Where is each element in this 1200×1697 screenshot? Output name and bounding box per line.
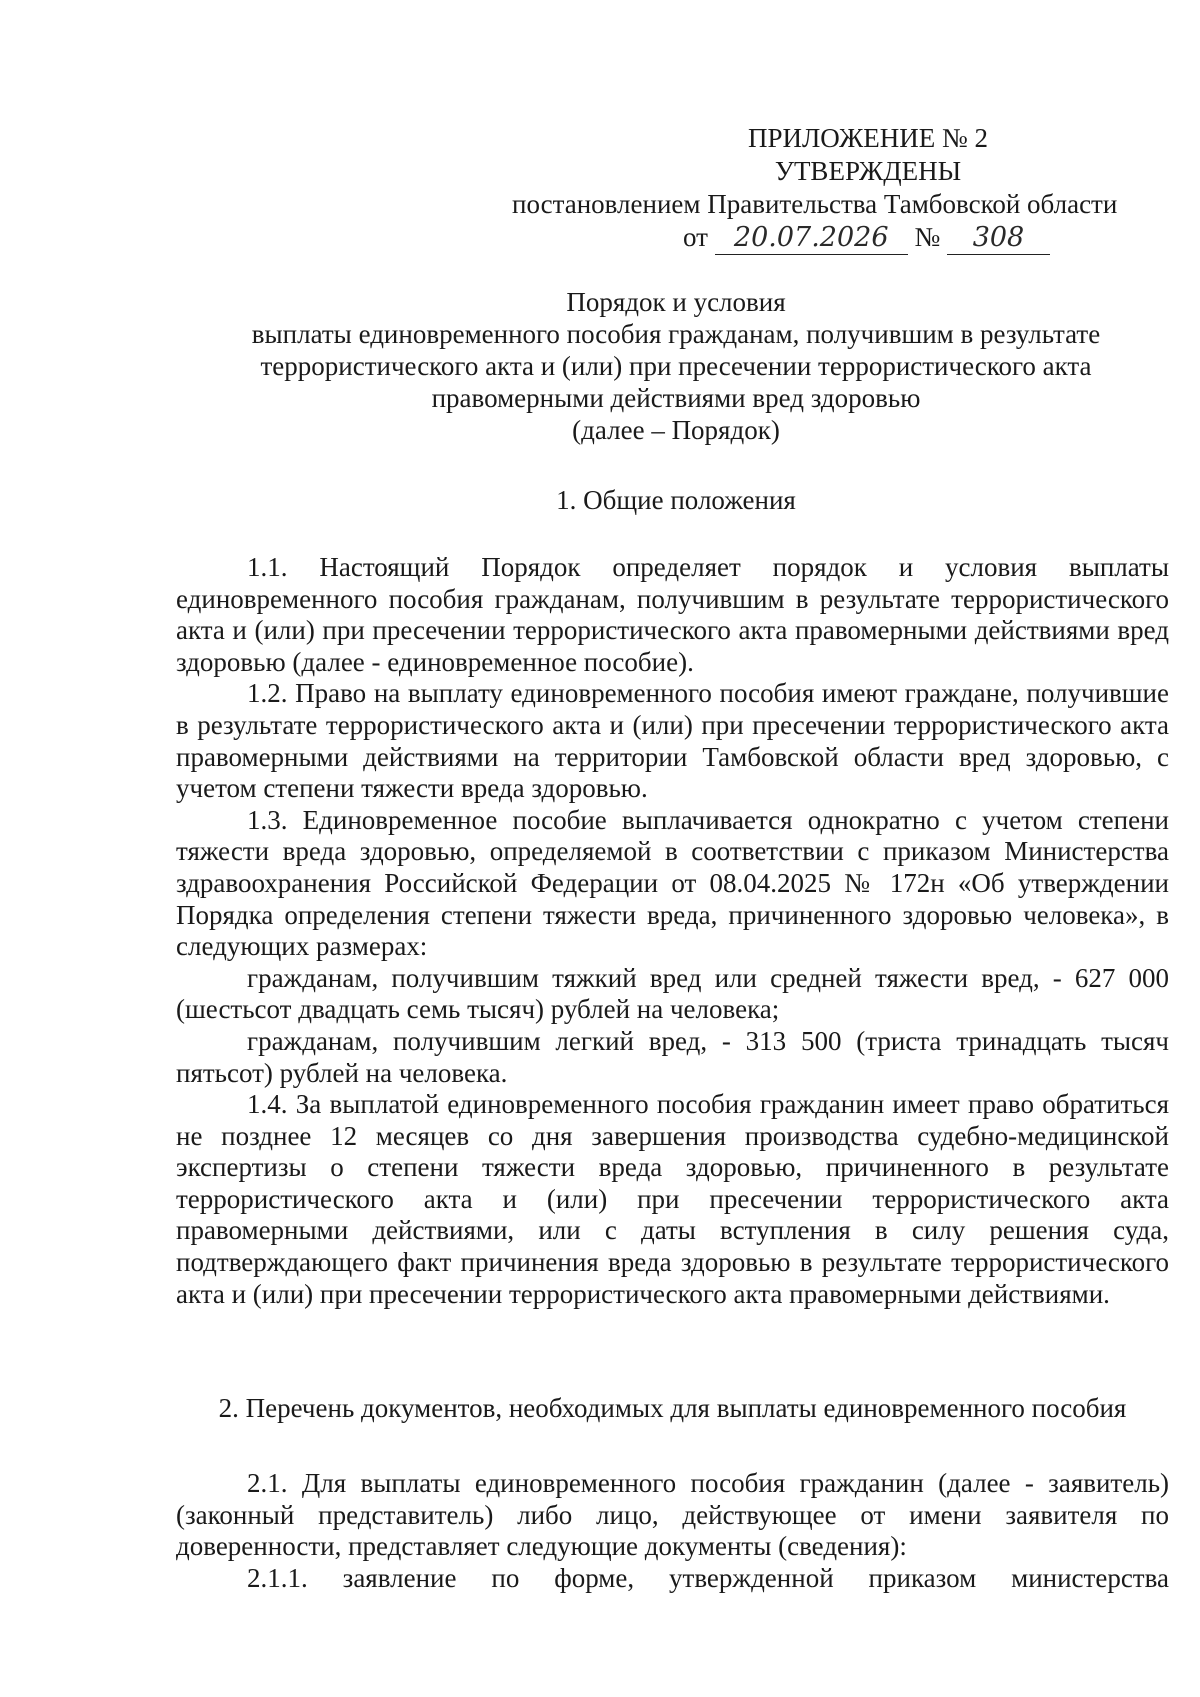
resolution-text: постановлением Правительства Тамбовской области [512, 189, 1118, 219]
approval-block [470, 122, 1170, 255]
title-line: правомерными действиями вред здоровью [431, 383, 921, 413]
section-2-body [176, 1468, 1169, 1594]
title-line: выплаты единовременного пособия гражданам, получившим в результате [251, 319, 1101, 349]
resolution-date-number [683, 221, 1170, 255]
paragraph-2-1: 2.1. Для выплаты единовременного пособия гражданин (далее - заявитель) (законный представитель) либо лицо, действующее от имени заявителя по доверенности, представляет следующие документы (сведения): [176, 1468, 1169, 1562]
section-1-heading: 1. Общие положения [556, 485, 796, 515]
section-2-heading: 2. Перечень документов, необходимых для выплаты единовременного пособия [218, 1393, 1127, 1423]
paragraph-1-2: 1.2. Право на выплату единовременного пособия имеют граждане, получившие в результате террористического акта и (или) при пресечении террористического акта правомерными действиями на территории Тамбовской области вред здоровью, с учетом степени тяжести вреда здоровью. [176, 678, 1169, 804]
paragraph-1-3-b: гражданам, получившим легкий вред, - 313 500 (триста тринадцать тысяч пятьсот) рублей на человека. [176, 1025, 1169, 1088]
paragraph-1-3: 1.3. Единовременное пособие выплачивается однократно с учетом степени тяжести вреда здоровью, определяемой в соответствии с приказом Министерства здравоохранения Российской Федерации от 08.04.2025 № 172н «Об утверждении Порядка определения степени тяжести вреда, причиненного здоровью человека», в следующих размерах: [176, 804, 1169, 962]
section-1-body [176, 552, 1169, 1310]
title-line: Порядок и условия [566, 287, 786, 317]
paragraph-1-1: 1.1. Настоящий Порядок определяет порядок и условия выплаты единовременного пособия гражданам, получившим в результате террористического акта и (или) при пресечении террористического акта правомерными действиями вред здоровью (далее - единовременное пособие). [176, 552, 1169, 677]
handwritten-date: 20.07.2026 [715, 221, 908, 255]
paragraph-2-1-1: 2.1.1. заявление по форме, утвержденной приказом министерства [247, 1562, 1169, 1593]
from-label: от [683, 222, 708, 252]
approved-label: УТВЕРЖДЕНЫ [774, 156, 962, 186]
title-line: (далее – Порядок) [572, 415, 780, 445]
paragraph-1-3-a: гражданам, получившим тяжкий вред или средней тяжести вред, - 627 000 (шестьсот двадцать семь тысяч) рублей на человека; [176, 962, 1169, 1025]
number-label: № [914, 222, 941, 252]
handwritten-number: 308 [947, 221, 1050, 255]
paragraph-1-4: 1.4. За выплатой единовременного пособия гражданин имеет право обратиться не позднее 12 месяцев со дня завершения производства судебно-медицинской экспертизы о степени тяжести вреда здоровью, причиненного в результате террористического акта и (или) при пресечении террористического акта правомерными действиями, или с даты вступления в силу решения суда, подтверждающего факт причинения вреда здоровью в результате террористического акта и (или) при пресечении террористического акта правомерными действиями. [176, 1089, 1169, 1309]
appendix-number: ПРИЛОЖЕНИЕ № 2 [747, 123, 989, 153]
document-title [176, 286, 1176, 446]
title-line: террористического акта и (или) при пресечении террористического акта [260, 351, 1092, 381]
